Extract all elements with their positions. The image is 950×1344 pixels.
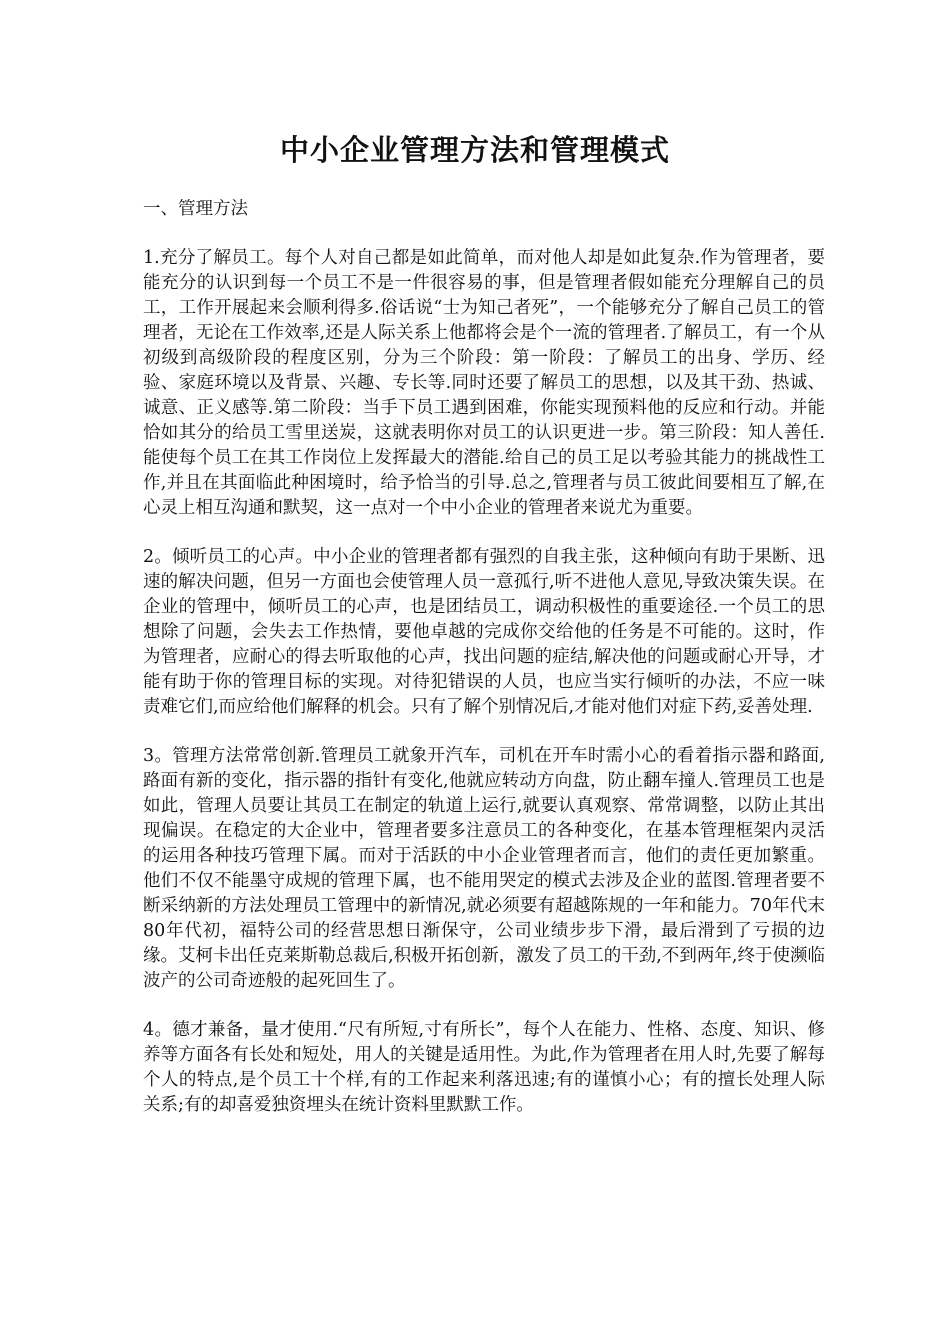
paragraph-understand-employees: 1.充分了解员工。每个人对自己都是如此简单，而对他人却是如此复杂.作为管理者，要能充分的认识到每一个员工不是一件很容易的事，但是管理者假如能充分理解自己的员工，工作开展起来会顺利得多.俗话说“士为知己者死”，一个能够充分了解自己员工的管理者，无论在工作效率,还是人际关系上他都将会是个一流的管理者.了解员工，有一个从初级到高级阶段的程度区别，分为三个阶段：第一阶段：了解员工的出身、学历、经验、家庭环境以及背景、兴趣、专长等.同时还要了解员工的思想，以及其干劲、热诚、诚意、正义感等.第二阶段：当手下员工遇到困难，你能实现预料他的反应和行动。并能恰如其分的给员工雪里送炭，这就表明你对员工的认识更进一步。第三阶段：知人善任.能使每个员工在其工作岗位上发挥最大的潜能.给自己的员工足以考验其能力的挑战性工作,并且在其面临此种困境时，给予恰当的引导.总之,管理者与员工彼此间要相互了解,在心灵上相互沟通和默契，这一点对一个中小企业的管理者来说尤为重要。 bbox=[143, 248, 825, 518]
document-title: 中小企业管理方法和管理模式 bbox=[279, 133, 670, 167]
document-body bbox=[143, 196, 825, 1142]
section-heading: 一、管理方法 bbox=[143, 199, 248, 219]
paragraph-listen-to-employees: 2。倾听员工的心声。中小企业的管理者都有强烈的自我主张，这种倾向有助于果断、迅速的解决问题，但另一方面也会使管理人员一意孤行,听不进他人意见,导致决策失误。在企业的管理中，倾听员工的心声，也是团结员工，调动积极性的重要途径.一个员工的思想除了问题，会失去工作热情，要他卓越的完成你交给他的任务是不可能的。这时，作为管理者，应耐心的得去听取他的心声，找出问题的症结,解决他的问题或耐心开导，才能有助于你的管理目标的实现。对待犯错误的人员，也应当实行倾听的办法，不应一味责难它们,而应给他们解释的机会。只有了解个别情况后,才能对他们对症下药,妥善处理. bbox=[143, 547, 825, 717]
paragraph-talent-use: 4。德才兼备，量才使用.“尺有所短,寸有所长”，每个人在能力、性格、态度、知识、修养等方面各有长处和短处，用人的关键是适用性。为此,作为管理者在用人时,先要了解每个人的特点,是个员工十个样,有的工作起来利落迅速;有的谨慎小心；有的擅长处理人际关系;有的却喜爱独资埋头在统计资料里默默工作。 bbox=[143, 1020, 825, 1115]
paragraph-innovate-management: 3。管理方法常常创新.管理员工就象开汽车，司机在开车时需小心的看着指示器和路面,路面有新的变化，指示器的指针有变化,他就应转动方向盘，防止翻车撞人.管理员工也是如此，管理人员要让其员工在制定的轨道上运行,就要认真观察、常常调整，以防止其出现偏误。在稳定的大企业中，管理者要多注意员工的各种变化，在基本管理框架内灵活的运用各种技巧管理下属。而对于活跃的中小企业管理者而言，他们的责任更加繁重。他们不仅不能墨守成规的管理下属，也不能用哭定的模式去涉及企业的蓝图.管理者要不断采纳新的方法处理员工管理中的新情况,就必须要有超越陈规的一年和能力。70年代末80年代初，福特公司的经营思想日渐保守，公司业绩步步下滑，最后滑到了亏损的边缘。艾柯卡出任克莱斯勒总裁后,积极开拓创新，激发了员工的干劲,不到两年,终于使濒临波产的公司奇迹般的起死回生了。 bbox=[143, 746, 825, 991]
